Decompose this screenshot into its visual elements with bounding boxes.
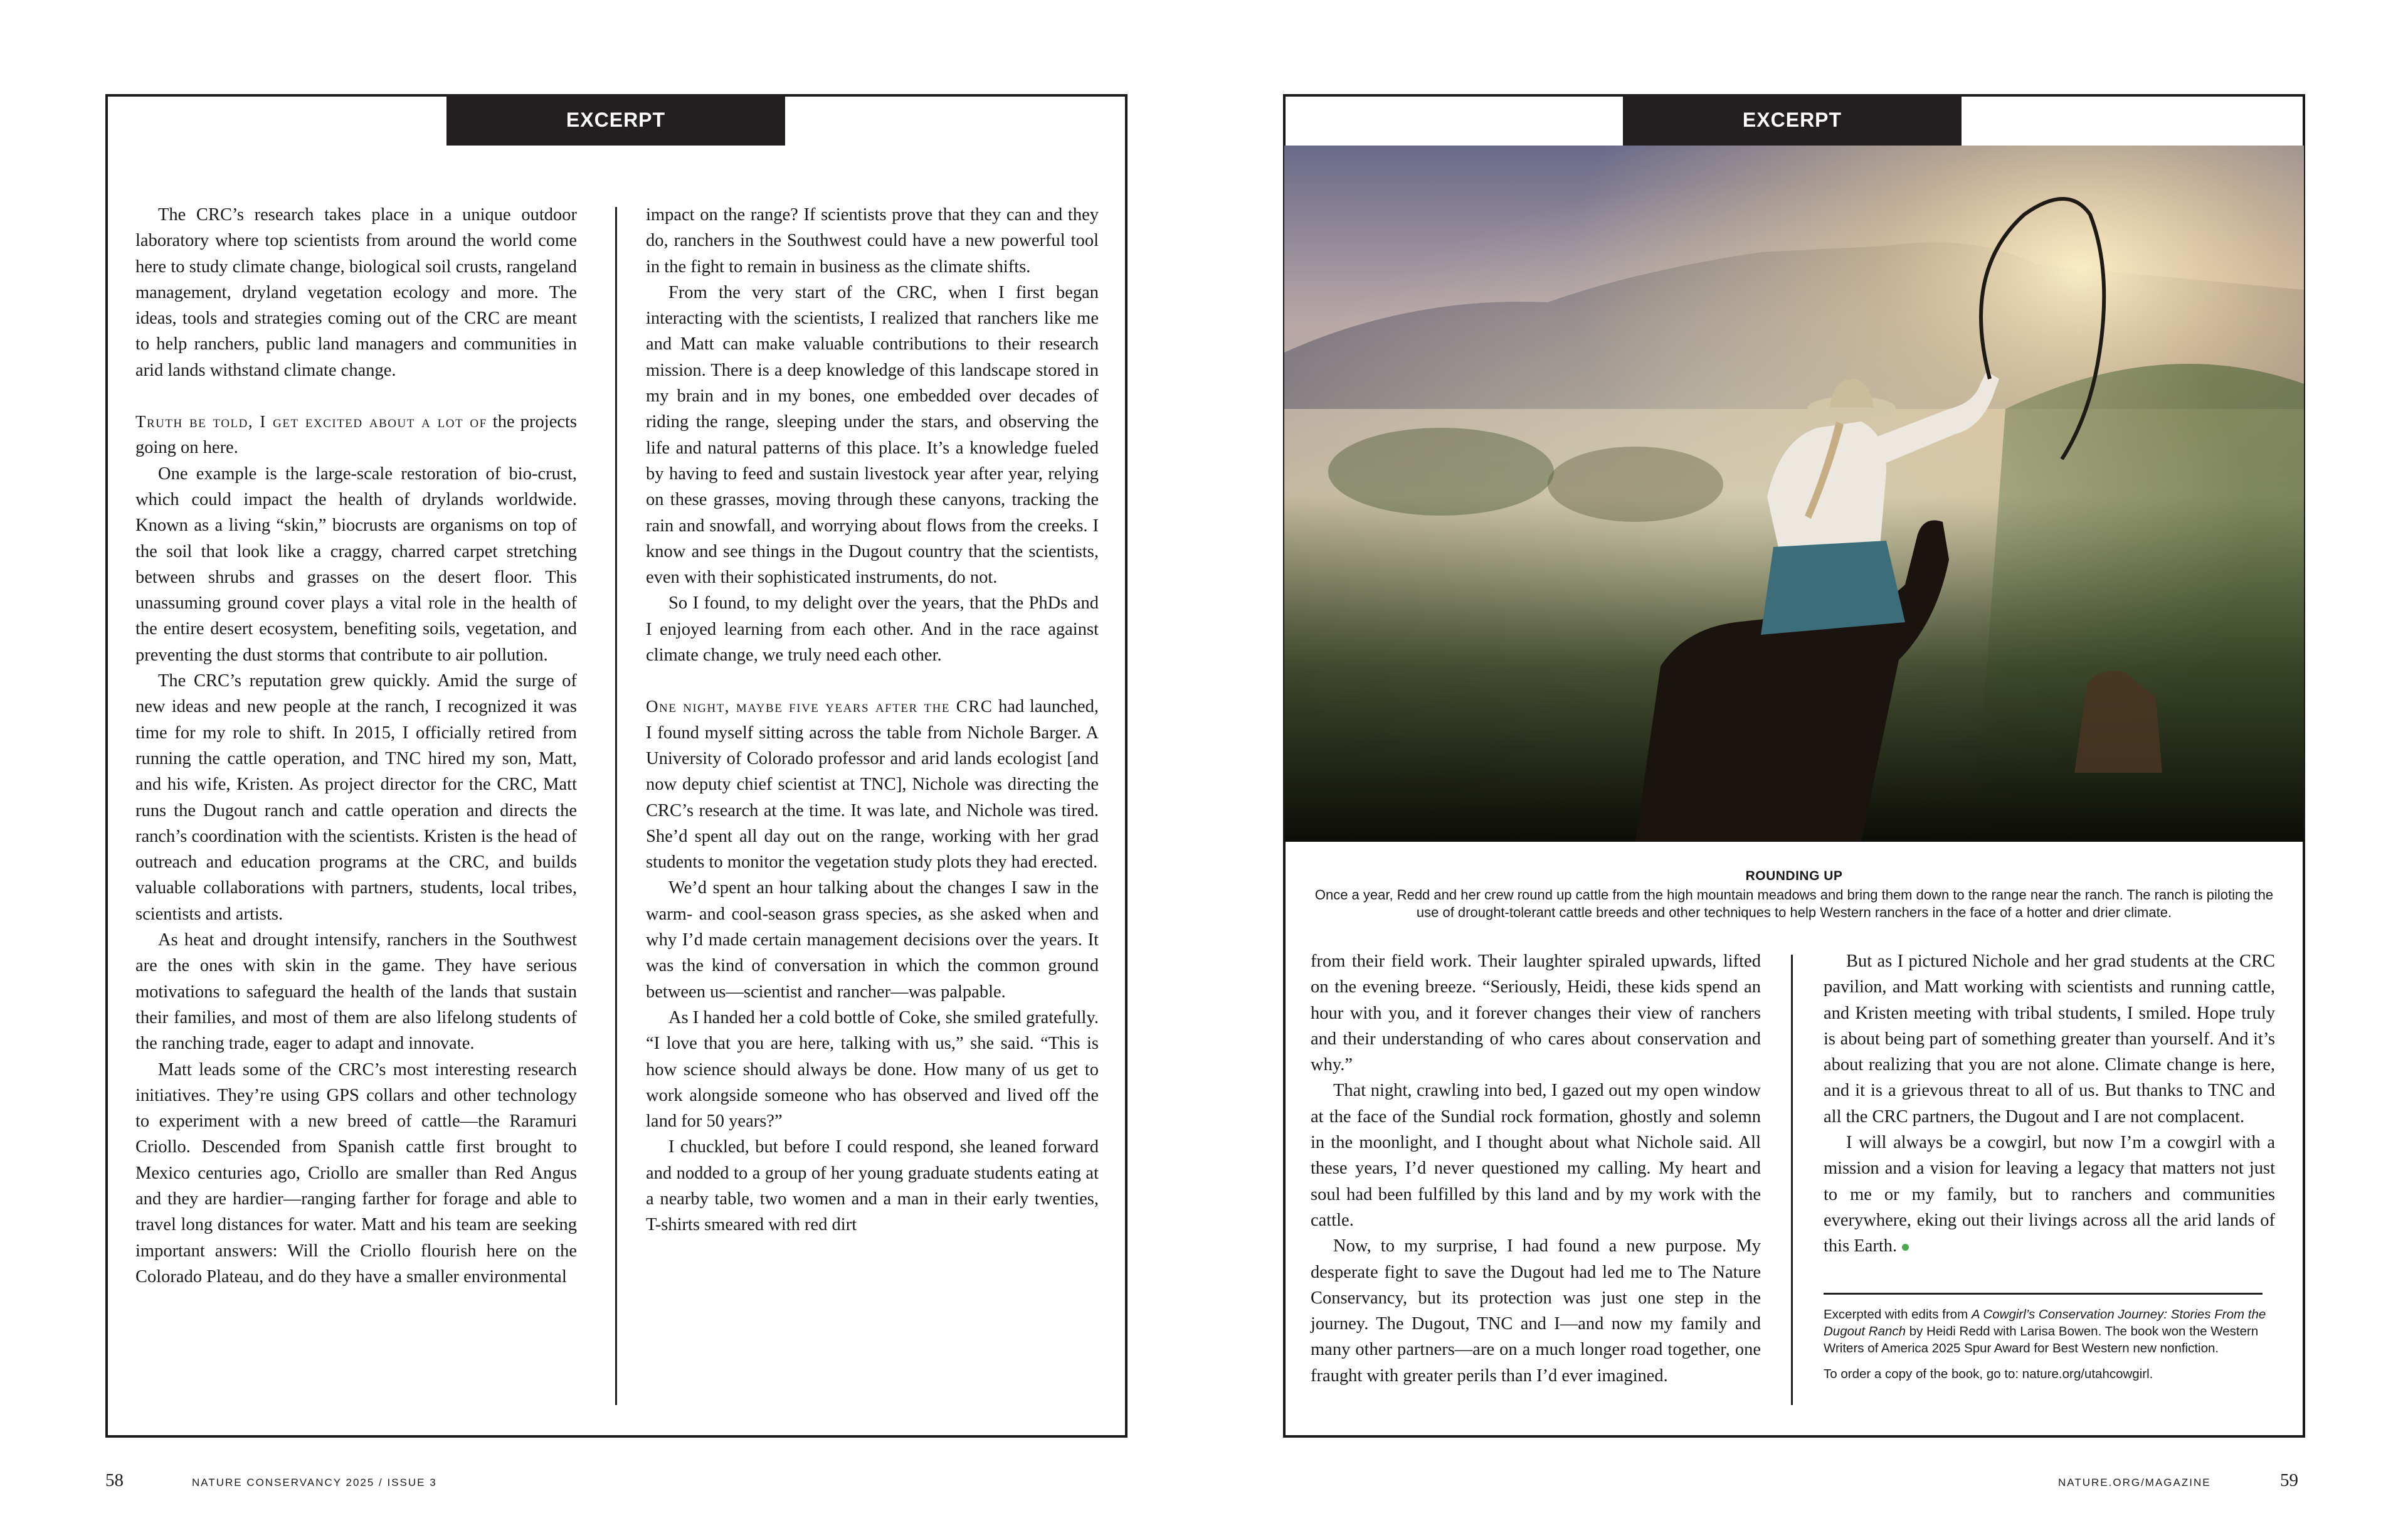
column-divider bbox=[1791, 955, 1793, 1405]
end-mark-icon bbox=[1902, 1244, 1909, 1251]
credit-text: by Heidi Redd with Larisa Bowen. The book won the Western Writers of America 2025 Spur Award for Best Western new nonfiction. bbox=[1824, 1324, 2259, 1355]
paragraph: But as I pictured Nichole and her grad students at the CRC pavilion, and Matt working with scientists and running cattle, and Kristen meeting with tribal students, I smiled. Hope truly is about being part of something greater than yourself. And it’s about realizing that you are not alone. Climate change is here, and it is a grievous threat to all of us. But thanks to TNC and all the CRC partners, the Dugout and I are not complacent. bbox=[1824, 952, 2275, 1127]
paragraph-text: had launched, I found myself sitting across the table from Nichole Barger. A University of Colorado professor and arid lands ecologist [and now deputy chief scientist at TNC], Nichole was directing the CRC’s research at the time. It was late, and Nichole was tired. She’d spent all day out on the range, working with her grad students to monitor the vegetation study plots they had erected. bbox=[646, 697, 1099, 873]
book-title: A Cowgirl’s Conservation Journey: Stories From the Dugout Ranch bbox=[1824, 1307, 2266, 1339]
cowgirl-roundup-photo bbox=[1284, 146, 2304, 842]
paragraph: From the very start of the CRC, when I first began interacting with the scientists, I realized that ranchers like me and Matt can make valuable contributions to their research mission. There is a deep knowledge of this landscape stored in my brain and in my bones, one embedded over decades of riding the range, sleeping under the stars, and observing the life and natural patterns of this place. It’s a knowledge fueled by having to feed and sustain livestock year after year, relying on these grasses, moving through these canyons, tracking the rain and snowfall, and worrying about flows from the creeks. I know and see things in the Dugout country that the scientists, even with their sophisticated instruments, do not. bbox=[646, 282, 1099, 588]
photo-caption-text: Once a year, Redd and her crew round up cattle from the high mountain meadows and bring them down to the range near the ranch. The ranch is piloting the use of drought-tolerant cattle breeds and other techniques to help Western ranchers in the face of a hotter and drier climate. bbox=[1314, 887, 2274, 920]
paragraph: That night, crawling into bed, I gazed out my open window at the face of the Sundial rock formation, ghostly and solemn in the moonlight, and I thought about what Nichole said. All these years, I’d never questioned my calling. My heart and soul had been fulfilled by this land and by my work with the cattle. bbox=[1311, 1081, 1761, 1230]
section-lead-paragraph bbox=[135, 409, 577, 461]
article-column-2 bbox=[646, 202, 1099, 1238]
excerpt-tab-right: EXCERPT bbox=[1623, 94, 1962, 146]
paragraph-text: I will always be a cowgirl, but now I’m a cowgirl with a mission and a vision for leaving a legacy that matters not just to me or my family, but to ranchers and communities everywhere, eking out their livings across all the arid lands of this Earth. bbox=[1824, 1133, 2275, 1256]
paragraph: from their field work. Their laughter spiraled upwards, lifted on the evening breeze. “Seriously, Heidi, these kids spend an hour with you, and it forever changes their view of ranchers and their understanding of who cares about conservation and why.” bbox=[1311, 952, 1761, 1075]
paragraph: The CRC’s research takes place in a unique outdoor laboratory where top scientists from around the world come here to study climate change, biological soil crusts, rangeland management, dryland vegetation ecology and more. The ideas, tools and strategies coming out of the CRC are meant to help ranchers, public land managers and communities in arid lands withstand climate change. bbox=[135, 205, 577, 380]
credit-divider bbox=[1824, 1293, 2263, 1295]
paragraph: One example is the large-scale restoration of bio-crust, which could impact the health of drylands worldwide. Known as a living “skin,” biocrusts are organisms on top of the soil that look like a craggy, charred carpet stretching between shrubs and grasses on the desert floor. This unassuming ground cover plays a vital role in the health of the entire desert ecosystem, benefiting soils, vegetation, and preventing the dust storms that contribute to air pollution. bbox=[135, 464, 577, 665]
running-footer: NATURE CONSERVANCY 2025 / ISSUE 3 bbox=[192, 1477, 437, 1488]
paragraph: As heat and drought intensify, ranchers in the Southwest are the ones with skin in the game. They have serious motivations to safeguard the health of the lands that sustain their families, and most of them are also lifelong students of the ranching trade, eager to adapt and innovate. bbox=[135, 930, 577, 1054]
running-footer: NATURE.ORG/MAGAZINE bbox=[2058, 1477, 2211, 1488]
column-divider bbox=[615, 207, 617, 1405]
photo-caption-title: ROUNDING UP bbox=[1745, 869, 1843, 883]
credit-excerpt-note bbox=[1824, 1306, 2275, 1357]
paragraph bbox=[1824, 1130, 2275, 1259]
article-column-4 bbox=[1824, 948, 2275, 1260]
paragraph: So I found, to my delight over the years, that the PhDs and I enjoyed learning from each other. And in the race against climate change, we truly need each other. bbox=[646, 593, 1099, 666]
page-number: 59 bbox=[2280, 1470, 2298, 1490]
paragraph: Now, to my surprise, I had found a new purpose. My desperate fight to save the Dugout had led me to The Nature Conservancy, but its protection was just one step in the journey. The Dugout, TNC and I—and now my family and many other partners—are on a much longer road together, one fraught with greater perils than I’d ever imagined. bbox=[1311, 1236, 1761, 1386]
credit-order-link[interactable]: To order a copy of the book, go to: nature.org/utahcowgirl. bbox=[1824, 1367, 2153, 1381]
article-column-1 bbox=[135, 202, 577, 1290]
paragraph: As I handed her a cold bottle of Coke, she smiled gratefully. “I love that you are here, talking with us,” she said. “This is how science should always be done. How many of us get to work alongside someone who has observed and lived off the land for 50 years?” bbox=[646, 1007, 1099, 1132]
paragraph: The CRC’s reputation grew quickly. Amid the surge of new ideas and new people at the ranch, I recognized it was time for my role to shift. In 2015, I officially retired from running the cattle operation, and TNC hired my son, Matt, and his wife, Kristen. As project director for the CRC, Matt runs the Dugout ranch and cattle operation and directs the ranch’s coordination with the scientists. Kristen is the head of outreach and education programs at the CRC, and builds valuable collaborations with partners, students, local tribes, scientists and artists. bbox=[135, 671, 577, 924]
paragraph: impact on the range? If scientists prove that they can and they do, ranchers in the Southwest could have a new powerful tool in the fight to remain in business as the climate shifts. bbox=[646, 205, 1099, 277]
credit-text: Excerpted with edits from bbox=[1824, 1307, 1972, 1322]
excerpt-tab-left: EXCERPT bbox=[446, 94, 785, 146]
article-column-3 bbox=[1311, 948, 1761, 1389]
book-credit bbox=[1824, 1306, 2275, 1391]
paragraph: I chuckled, but before I could respond, she leaned forward and nodded to a group of her young graduate students eating at a nearby table, two women and a man in their early twenties, T-shirts smeared with red dirt bbox=[646, 1137, 1099, 1235]
section-lead-in: One night, maybe five years after the CRC bbox=[646, 697, 993, 716]
section-lead-paragraph bbox=[646, 694, 1099, 875]
paragraph: Matt leads some of the CRC’s most interesting research initiatives. They’re using GPS collars and other technology to experiment with a new breed of cattle—the Raramuri Criollo. Descended from Spanish cattle first brought to Mexico centuries ago, Criollo are smaller than Red Angus and they are hardier—ranging farther for forage and able to travel long distances for water. Matt and his team are seeking important answers: Will the Criollo flourish here on the Colorado Plateau, and do they have a smaller environmental bbox=[135, 1059, 577, 1286]
paragraph: We’d spent an hour talking about the changes I saw in the warm- and cool-season grass species, as she asked when and why I’d made certain management decisions over the years. It was the kind of conversation in which the common ground between us—scientist and rancher—was palpable. bbox=[646, 878, 1099, 1002]
paragraph-text: the projects going on here. bbox=[135, 412, 578, 458]
section-lead-in: Truth be told, I get excited about a lot of bbox=[135, 412, 487, 432]
page-number: 58 bbox=[105, 1470, 124, 1490]
